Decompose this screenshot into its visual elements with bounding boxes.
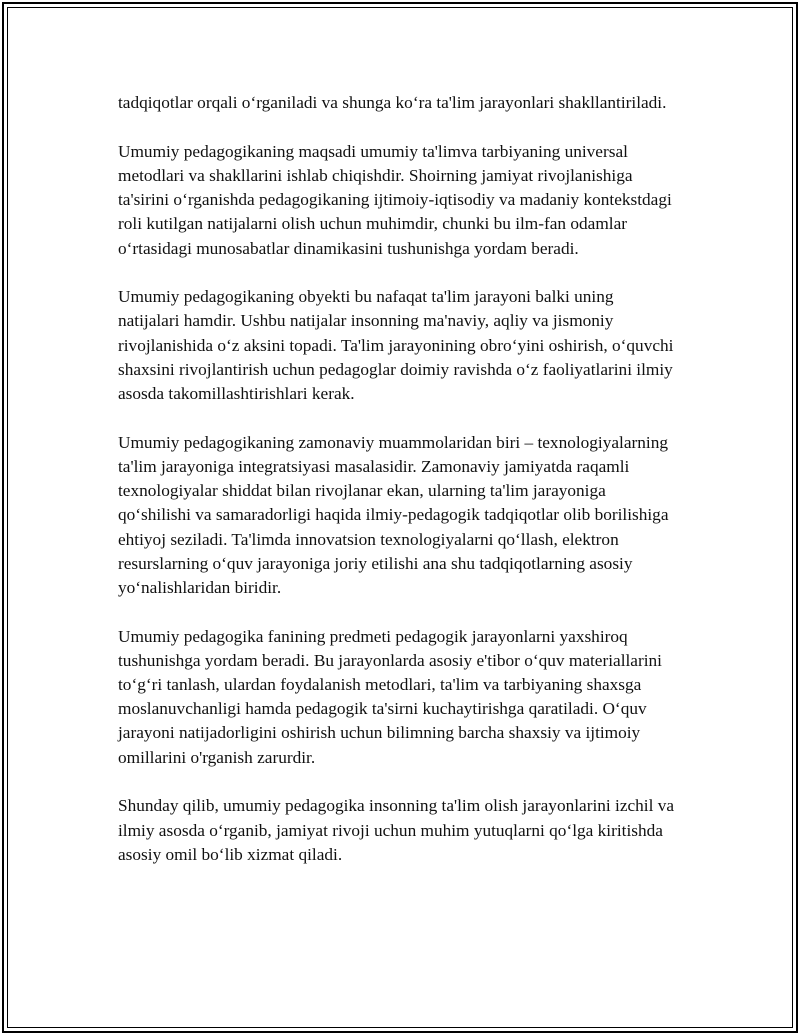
- paragraph-subject: Umumiy pedagogika fanining predmeti pedagogik jarayonlarni yaxshiroq tushunishga yordam beradi. Bu jarayonlarda asosiy e'tibor o‘quv materiallarini to‘g‘ri tanlash, ulardan foydalanish metodlari, ta'lim va tarbiyaning shaxsga moslanuvchanligi hamda pedagogik ta'sirni kuchaytirishga qaratiladi. O‘quv jarayoni natijadorligini oshirish uchun bilimning barcha shaxsiy va ijtimoiy omillarini o'rganish zarurdir.: [118, 626, 662, 767]
- paragraph-goal: Umumiy pedagogikaning maqsadi umumiy ta'limva tarbiyaning universal metodlari va shakllarini ishlab chiqishdir. Shoirning jamiyat rivojlanishiga ta'sirini o‘rganishda pedagogikaning ijtimoiy-iqtisodiy va madaniy kontekstdagi roli kutilgan natijalarni olish uchun muhimdir, chunki bu ilm-fan odamlar o‘rtasidagi munosabatlar dinamikasini tushunishga yordam beradi.: [118, 141, 672, 258]
- paragraph-modern-problems: Umumiy pedagogikaning zamonaviy muammolaridan biri – texnologiyalarning ta'lim jarayoniga integratsiyasi masalasidir. Zamonaviy jamiyatda raqamli texnologiyalar shiddat bilan rivojlanar ekan, ularning ta'lim jarayoniga qo‘shilishi va samaradorligi haqida ilmiy-pedagogik tadqiqotlar olib borilishiga ehtiyoj seziladi. Ta'limda innovatsion texnologiyalarni qo‘llash, elektron resurslarning o‘quv jarayoniga joriy etilishi ana shu tadqiqotlarning asosiy yo‘nalishlaridan biridir.: [118, 432, 669, 597]
- paragraph-continuation: tadqiqotlar orqali o‘rganiladi va shunga ko‘ra ta'lim jarayonlari shakllantiriladi.: [118, 93, 667, 112]
- paragraph-conclusion: Shunday qilib, umumiy pedagogika insonning ta'lim olish jarayonlarini izchil va ilmiy asosda o‘rganib, jamiyat rivoji uchun muhim yutuqlarni qo‘lga kiritishda asosiy omil bo‘lib xizmat qiladi.: [118, 796, 675, 864]
- document-body: [118, 91, 678, 867]
- paragraph-object: Umumiy pedagogikaning obyekti bu nafaqat ta'lim jarayoni balki uning natijalari hamdir. Ushbu natijalar insonning ma'naviy, aqliy va jismoniy rivojlanishida o‘z aksini topadi. Ta'lim jarayonining obro‘yini oshirish, o‘quvchi shaxsini rivojlantirish uchun pedagoglar doimiy ravishda o‘z faoliyatlarini ilmiy asosda takomillashtirishlari kerak.: [118, 287, 674, 404]
